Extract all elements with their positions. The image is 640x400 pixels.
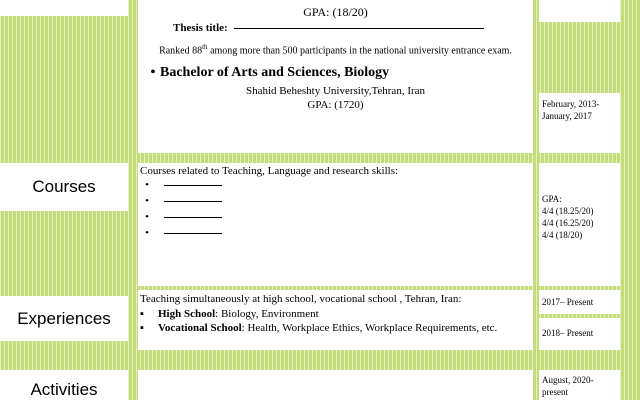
education-side-top (539, 0, 620, 22)
activities-content (138, 370, 533, 400)
experience-detail: : Biology, Environment (215, 308, 319, 320)
education-gpa-top: GPA: (18/20) (303, 5, 368, 19)
blank-line (164, 233, 222, 234)
experience-detail: : Health, Workplace Ethics, Workplace Requirements, etc. (241, 322, 498, 334)
education-dates-text: February, 2013- January, 2017 (542, 99, 600, 121)
list-item (140, 307, 533, 321)
bullet-icon: • (145, 195, 149, 207)
courses-gpa-value: 4/4 (18/20) (542, 230, 583, 240)
activities-label (0, 370, 128, 400)
course-blank-item (140, 177, 533, 193)
experiences-list (140, 307, 533, 335)
thesis-title (173, 22, 484, 34)
bullet-icon: ▪ (140, 308, 144, 320)
rank-sup: th (202, 43, 208, 51)
university-name: Shahid Beheshty University,Tehran, Iran (245, 85, 426, 97)
blank-line (164, 201, 222, 202)
experience-date-1 (539, 290, 620, 314)
thesis-blank-line (234, 28, 484, 29)
list-item (140, 321, 533, 335)
education-content (138, 0, 533, 153)
blank-line (164, 185, 222, 186)
course-blank-item (140, 225, 533, 241)
course-blank-item (140, 209, 533, 225)
bullet-icon: • (145, 227, 149, 239)
course-blank-item (140, 193, 533, 209)
courses-gpa-value: 4/4 (18.25/20) (542, 206, 594, 216)
courses-gpa (539, 163, 620, 286)
degree-gpa: GPA: (1720) (307, 99, 364, 111)
thesis-label: Thesis title: (173, 22, 228, 34)
degree-title (146, 65, 389, 81)
courses-content (138, 163, 533, 286)
courses-intro: Courses related to Teaching, Language and research skills: (140, 165, 399, 177)
experience-date-2 (539, 318, 620, 350)
ranking-text (138, 40, 533, 58)
degree-details (138, 84, 533, 112)
courses-label: Courses (0, 163, 128, 211)
education-label-cell (0, 0, 128, 16)
activities-dates (539, 370, 620, 400)
experiences-intro: Teaching simultaneously at high school, vocational school , Tehran, Iran: (140, 293, 462, 305)
activities-dates-text: August, 2020- present (542, 375, 594, 397)
experience-date-text: 2018– Present (542, 328, 594, 338)
degree-text: Bachelor of Arts and Sciences, Biology (160, 65, 390, 80)
experience-title: Vocational School (158, 322, 242, 334)
experience-date-text: 2017– Present (542, 297, 594, 307)
bullet-icon: • (145, 179, 149, 191)
experience-title: High School (158, 308, 216, 320)
courses-gpa-label: GPA: (542, 194, 562, 204)
experiences-content (138, 290, 533, 350)
bullet-icon: ▪ (140, 322, 144, 334)
activities-label-text: Activities (30, 380, 98, 399)
rank-rest: among more than 500 participants in the national university entrance exam. (207, 45, 512, 57)
bullet-icon: • (145, 211, 149, 223)
experiences-label: Experiences (0, 296, 128, 341)
courses-gpa-value: 4/4 (16.25/20) (542, 218, 594, 228)
rank-main: Ranked 88 (159, 45, 203, 57)
education-dates (539, 93, 620, 153)
blank-line (164, 217, 222, 218)
bullet-icon: • (150, 65, 156, 80)
